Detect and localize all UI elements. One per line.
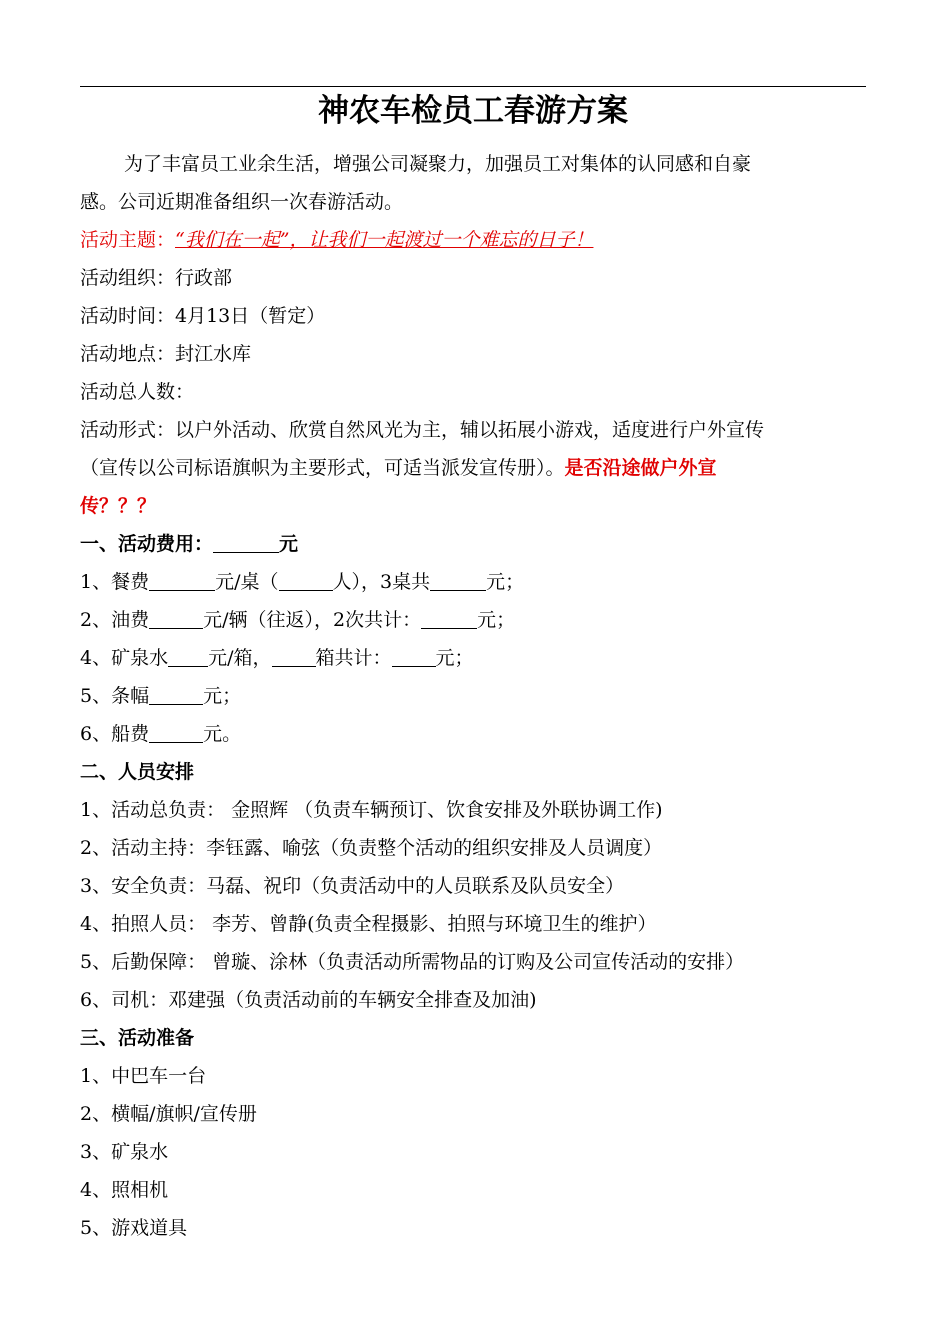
prep-item: 4、照相机 xyxy=(80,1179,169,1201)
cost-meal-line xyxy=(80,563,866,601)
prep-item: 1、中巴车一台 xyxy=(80,1065,207,1087)
cost-boat-line xyxy=(80,715,866,753)
cost-heading-suffix: 元 xyxy=(279,533,299,555)
banner-p2: 元； xyxy=(203,685,242,707)
meal-p1: 1、餐费 xyxy=(80,571,150,593)
form-question-part-2: 传？？？ xyxy=(80,495,157,517)
form-question-part-1: 是否沿途做户外宣 xyxy=(564,457,717,479)
meal-price-blank[interactable] xyxy=(149,570,215,591)
fuel-total-blank[interactable] xyxy=(421,608,477,629)
fuel-p1: 2、油费 xyxy=(80,609,150,631)
staff-item: 6、司机：邓建强（负责活动前的车辆安全排查及加油) xyxy=(80,989,537,1011)
cost-heading xyxy=(80,525,866,563)
theme-value: “我们在一起”，让我们一起渡过一个难忘的日子！ xyxy=(175,229,594,251)
cost-total-blank[interactable] xyxy=(213,532,279,553)
location-line: 活动地点：封江水库 xyxy=(80,343,252,365)
cost-water-line xyxy=(80,639,866,677)
staff-item: 4、拍照人员： 李芳、曾静(负责全程摄影、拍照与环境卫生的维护） xyxy=(80,913,657,935)
cost-banner-line xyxy=(80,677,866,715)
prep-heading: 三、活动准备 xyxy=(80,1027,195,1049)
boat-p1: 6、船费 xyxy=(80,723,150,745)
intro-line-1: 为了丰富员工业余生活，增强公司凝聚力，加强员工对集体的认同感和自豪 xyxy=(124,153,752,175)
form-line-1: 活动形式：以户外活动、欣赏自然风光为主，辅以拓展小游戏，适度进行户外宣传 xyxy=(80,419,765,441)
water-price-blank[interactable] xyxy=(168,646,208,667)
meal-people-blank[interactable] xyxy=(279,570,333,591)
meal-total-blank[interactable] xyxy=(430,570,486,591)
header-rule xyxy=(80,86,866,87)
water-p2: 元/箱， xyxy=(208,647,272,669)
water-p4: 元； xyxy=(435,647,474,669)
banner-p1: 5、条幅 xyxy=(80,685,150,707)
prep-item: 3、矿泉水 xyxy=(80,1141,169,1163)
banner-blank[interactable] xyxy=(149,684,203,705)
cost-fuel-line xyxy=(80,601,866,639)
staff-item: 1、活动总负责： 金照辉 （负责车辆预订、饮食安排及外联协调工作) xyxy=(80,799,663,821)
theme-line xyxy=(80,221,866,259)
form-line-2-text: （宣传以公司标语旗帜为主要形式，可适当派发宣传册）。 xyxy=(80,457,565,479)
theme-label: 活动主题： xyxy=(80,229,176,251)
time-line: 活动时间：4月13日（暂定） xyxy=(80,305,326,327)
fuel-p2: 元/辆（往返），2次共计： xyxy=(203,609,422,631)
fuel-price-blank[interactable] xyxy=(149,608,203,629)
prep-item: 5、游戏道具 xyxy=(80,1217,188,1239)
headcount-line: 活动总人数： xyxy=(80,381,195,403)
water-p3: 箱共计： xyxy=(315,647,392,669)
document-title: 神农车检员工春游方案 xyxy=(318,93,628,129)
meal-p4: 元； xyxy=(486,571,525,593)
form-line-2 xyxy=(80,449,866,487)
water-count-blank[interactable] xyxy=(272,646,316,667)
meal-p3: 人），3桌共 xyxy=(332,571,431,593)
staff-item: 2、活动主持：李钰露、喻弦（负责整个活动的组织安排及人员调度） xyxy=(80,837,663,859)
boat-p2: 元。 xyxy=(203,723,242,745)
prep-item: 2、横幅/旗帜/宣传册 xyxy=(80,1103,257,1125)
staff-heading: 二、人员安排 xyxy=(80,761,195,783)
fuel-p3: 元； xyxy=(477,609,516,631)
intro-line-2: 感。公司近期准备组织一次春游活动。 xyxy=(80,191,404,213)
organizer-line: 活动组织：行政部 xyxy=(80,267,233,289)
staff-item: 5、后勤保障： 曾璇、涂林（负责活动所需物品的订购及公司宣传活动的安排） xyxy=(80,951,745,973)
water-p1: 4、矿泉水 xyxy=(80,647,169,669)
staff-item: 3、安全负责：马磊、祝印（负责活动中的人员联系及队员安全） xyxy=(80,875,625,897)
cost-heading-label: 一、活动费用： xyxy=(80,533,214,555)
boat-blank[interactable] xyxy=(149,722,203,743)
document-body xyxy=(80,145,866,1247)
meal-p2: 元/桌（ xyxy=(215,571,279,593)
water-total-blank[interactable] xyxy=(392,646,436,667)
